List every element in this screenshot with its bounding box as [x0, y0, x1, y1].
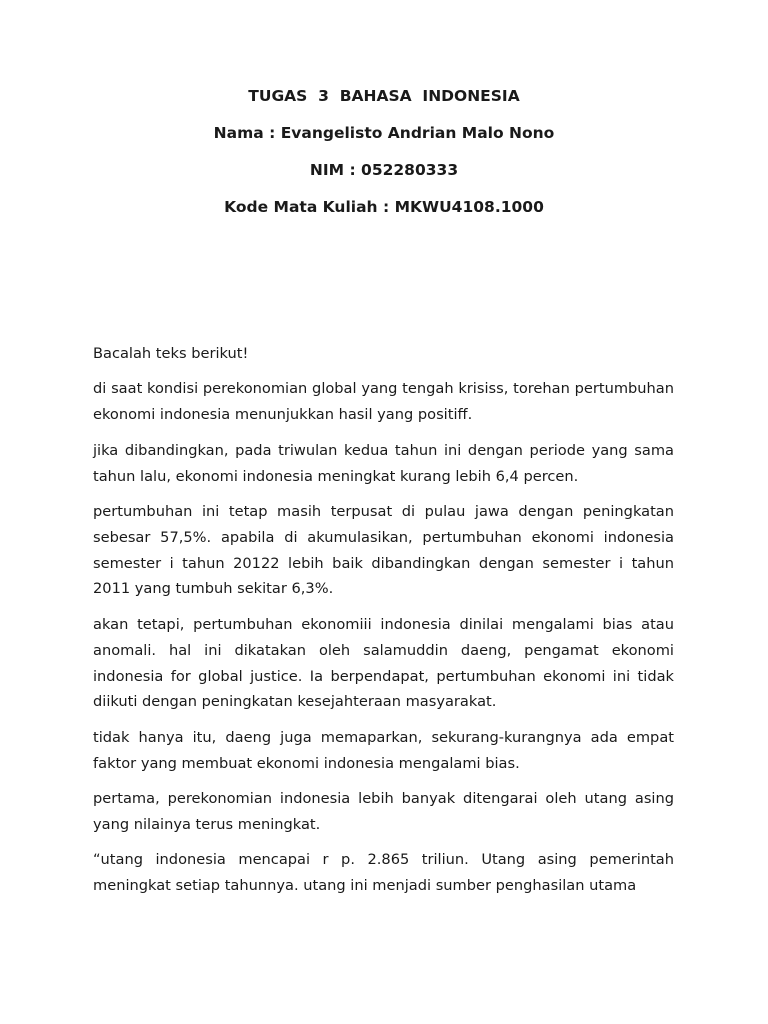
assignment-title: TUGAS 3 BAHASA INDONESIA	[248, 87, 520, 105]
student-name: Nama : Evangelisto Andrian Malo Nono	[213, 124, 555, 142]
paragraph-1: di saat kondisi perekonomian global yang tengah krisiss, torehan pertumbuhan ekonomi indonesia menunjukkan hasil yang positiff.	[93, 380, 674, 424]
intro-instruction: Bacalah teks berikut!	[93, 345, 249, 362]
paragraph-3: pertumbuhan ini tetap masih terpusat di pulau jawa dengan peningkatan sebesar 57,5%. apabila di akumulasikan, pertumbuhan ekonomi indonesia semester i tahun 20122 lebih baik dibandingkan dengan semester i tahun 2011 yang tumbuh sekitar 6,3%.	[93, 503, 674, 598]
paragraph-4: akan tetapi, pertumbuhan ekonomiii indonesia dinilai mengalami bias atau anomali. hal ini dikatakan oleh salamuddin daeng, pengamat ekonomi indonesia for global justice. Ia berpendapat, pertumbuhan ekonomi ini tidak diikuti dengan peningkatan kesejahteraan masyarakat.	[93, 615, 674, 711]
paragraph-5: tidak hanya itu, daeng juga memaparkan, sekurang-kurangnya ada empat faktor yang membuat ekonomi indonesia mengalami bias.	[93, 728, 674, 772]
paragraph-7: “utang indonesia mencapai r p. 2.865 triliun. Utang asing pemerintah meningkat setiap tahunnya. utang ini menjadi sumber penghasilan utama	[93, 851, 674, 895]
paragraph-2: jika dibandingkan, pada triwulan kedua tahun ini dengan periode yang sama tahun lalu, ekonomi indonesia meningkat kurang lebih 6,4 percen.	[93, 441, 674, 485]
document-header	[0, 86, 768, 234]
student-id: NIM : 052280333	[309, 161, 459, 179]
paragraph-6: pertama, perekonomian indonesia lebih banyak ditengarai oleh utang asing yang nilainya terus meningkat.	[93, 790, 674, 833]
document-body	[93, 341, 674, 909]
course-code: Kode Mata Kuliah : MKWU4108.1000	[224, 198, 544, 216]
